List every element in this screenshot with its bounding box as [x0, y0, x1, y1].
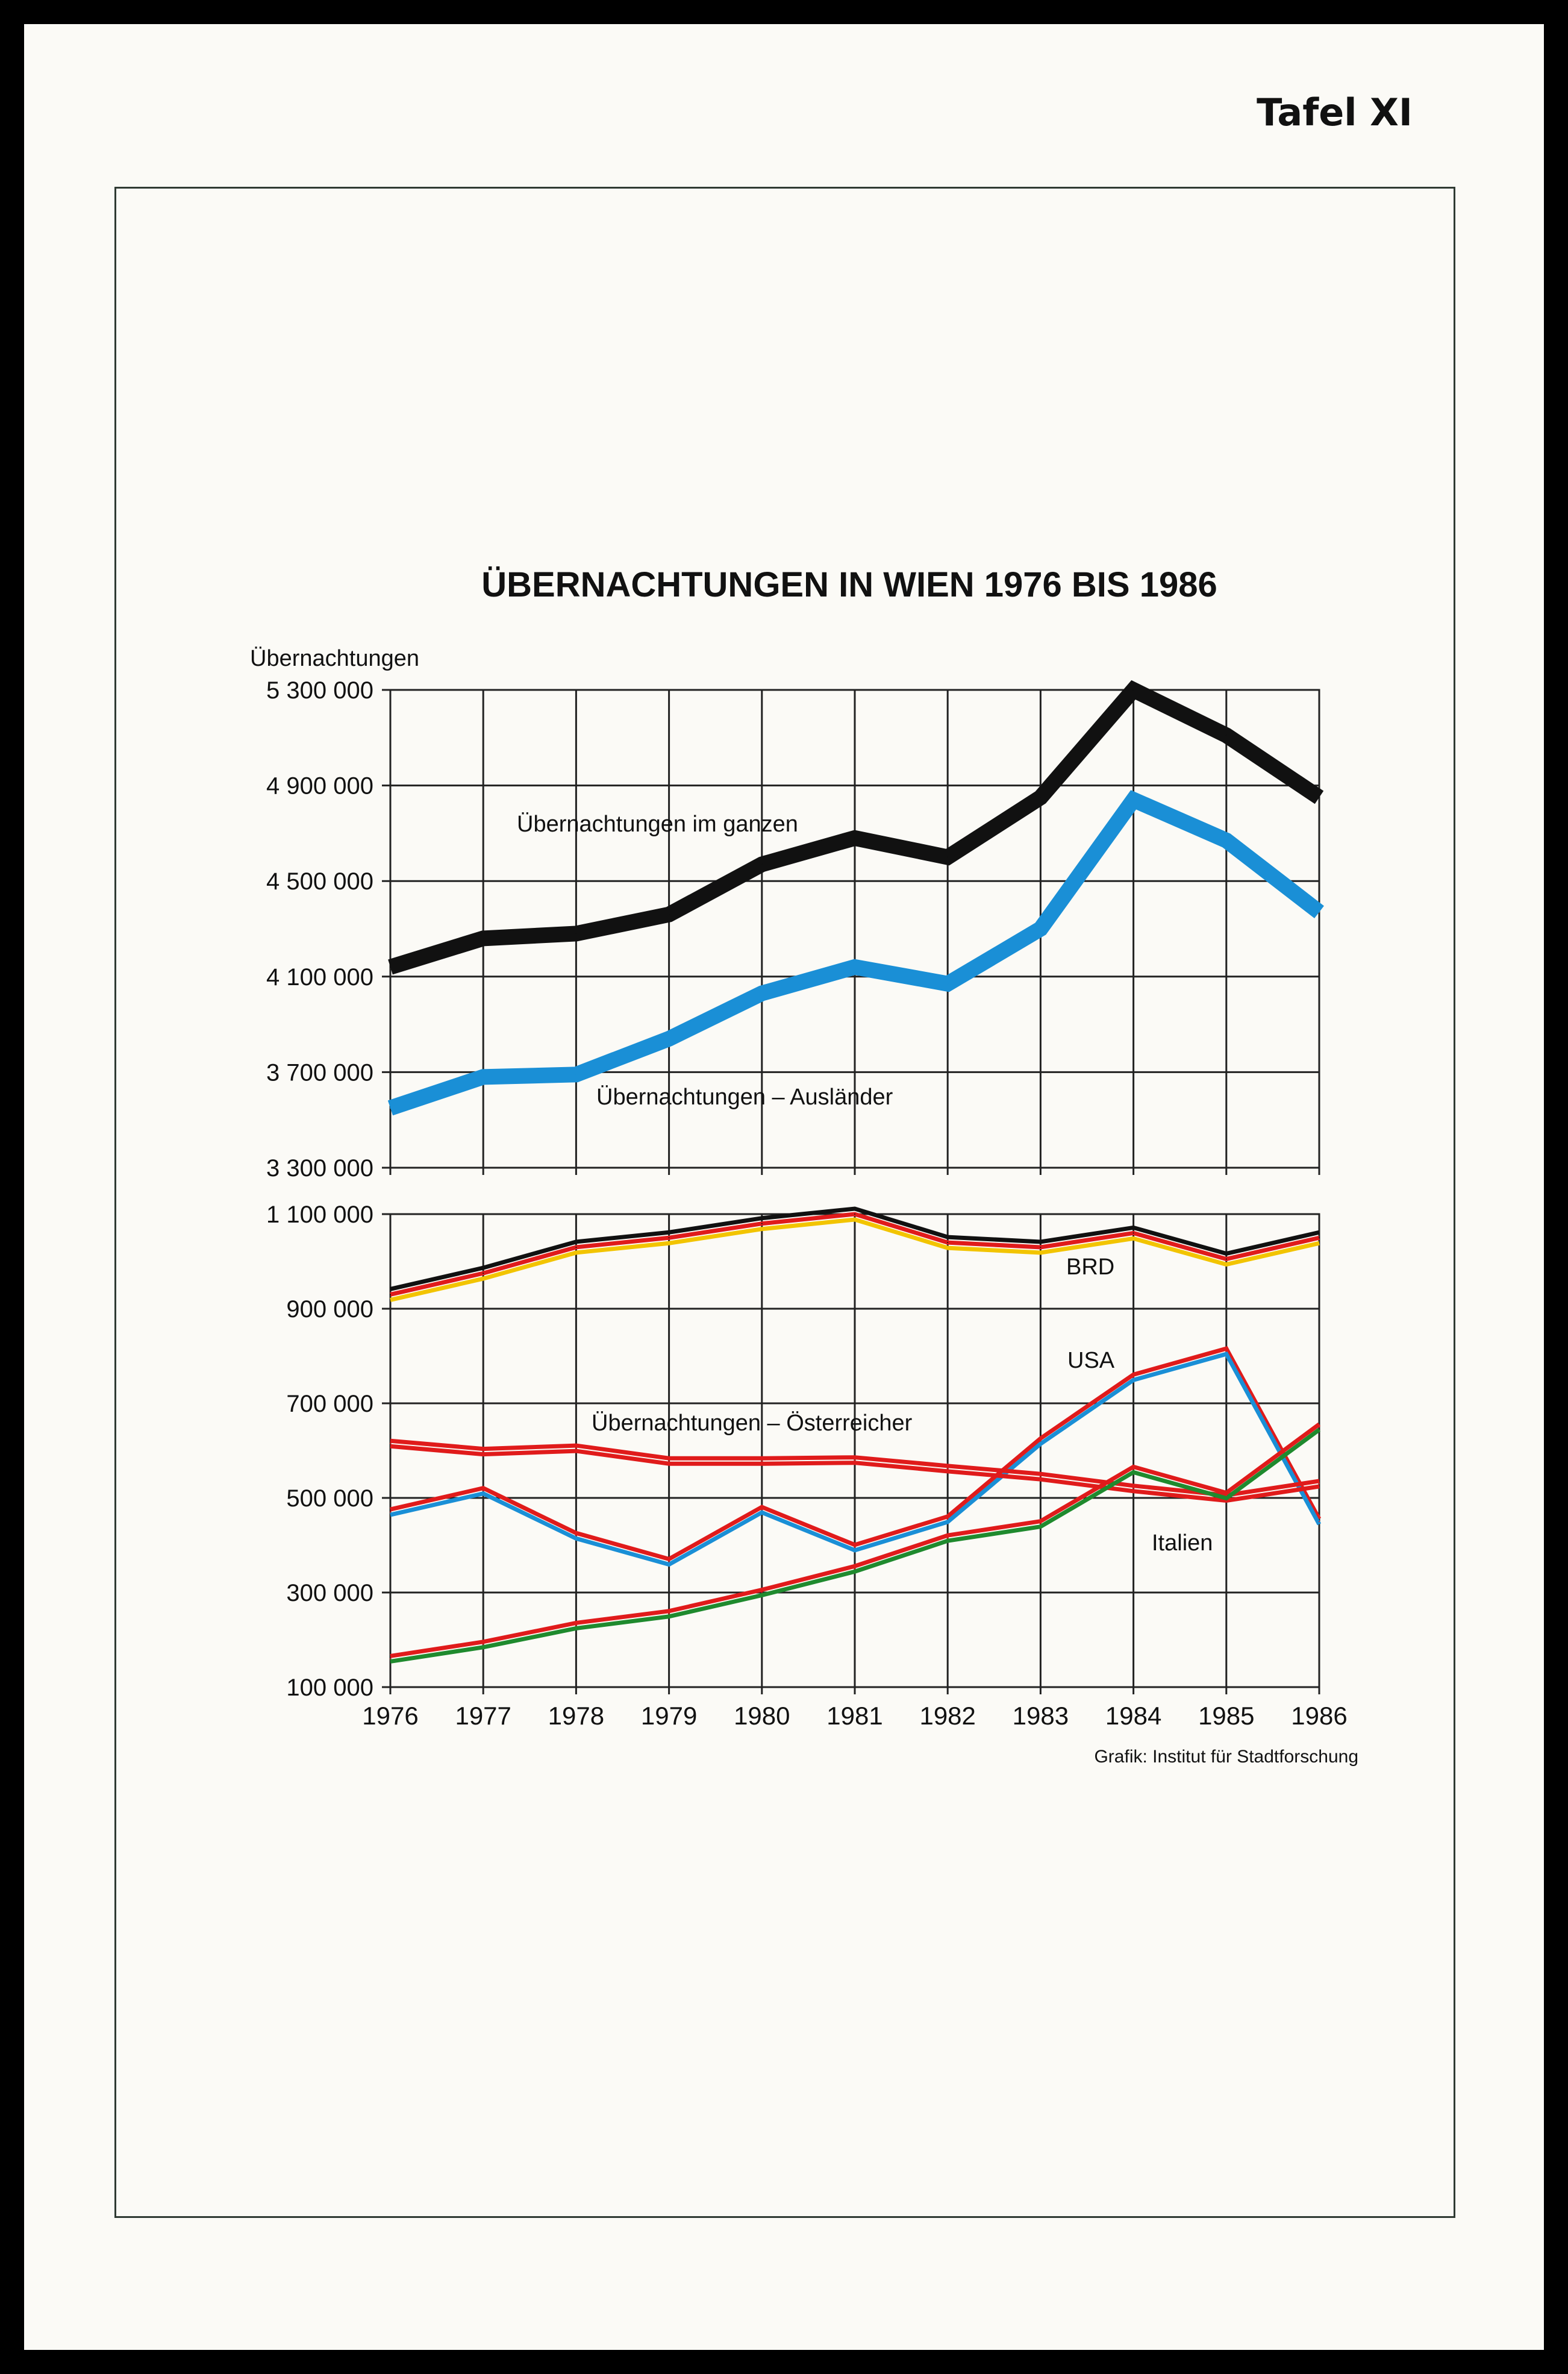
series-label-total: Übernachtungen im ganzen [517, 812, 798, 837]
data-point [1133, 799, 1134, 800]
data-point [761, 1509, 763, 1511]
series-label-brd: BRD [1066, 1254, 1115, 1280]
y-tick-label: 100 000 [286, 1674, 373, 1701]
data-point [1226, 1495, 1227, 1496]
data-point [669, 914, 670, 915]
y-tick-label: 5 300 000 [266, 677, 373, 704]
data-point [575, 1247, 576, 1248]
data-point [390, 1107, 391, 1109]
data-point [947, 1538, 948, 1539]
bottom-panel [266, 1201, 1348, 1730]
x-tick-label: 1983 [1012, 1702, 1069, 1730]
series-label-oesterreicher: Übernachtungen – Österreicher [592, 1411, 913, 1436]
data-point [1226, 1351, 1227, 1352]
y-tick-label: 700 000 [286, 1391, 373, 1417]
data-point [483, 1644, 484, 1645]
y-tick-label: 900 000 [286, 1296, 373, 1323]
y-axis-label: Übernachtungen [250, 646, 419, 671]
y-tick-label: 3 700 000 [266, 1059, 373, 1086]
y-tick-label: 3 300 000 [266, 1155, 373, 1182]
data-point [947, 1468, 948, 1469]
data-point [761, 1592, 763, 1593]
data-point [761, 1223, 763, 1224]
data-point [947, 1242, 948, 1243]
top-panel [266, 677, 1320, 1182]
x-tick-label: 1984 [1105, 1702, 1162, 1730]
series-label-italien: Italien [1152, 1530, 1213, 1556]
data-point [1319, 1483, 1320, 1484]
data-point [1133, 1377, 1134, 1378]
x-tick-label: 1977 [455, 1702, 511, 1730]
data-point [390, 1512, 391, 1513]
source-note: Grafik: Institut für Stadtforschung [1094, 1747, 1358, 1767]
data-point [854, 1214, 855, 1215]
data-point [1040, 1441, 1041, 1442]
data-point [390, 966, 391, 968]
data-point [1133, 1469, 1134, 1470]
data-point [1133, 689, 1134, 691]
data-point [854, 966, 855, 968]
data-point [1226, 840, 1227, 841]
data-point [483, 1451, 484, 1452]
data-point [669, 1237, 670, 1238]
data-point [1319, 1426, 1320, 1427]
data-point [1040, 1247, 1041, 1248]
series-label-usa: USA [1067, 1348, 1115, 1373]
y-tick-label: 4 900 000 [266, 772, 373, 800]
data-point [1040, 1476, 1041, 1477]
y-tick-label: 4 500 000 [266, 868, 373, 895]
x-tick-label: 1976 [362, 1702, 419, 1730]
data-point [854, 1459, 855, 1461]
x-tick-label: 1986 [1291, 1702, 1348, 1730]
data-point [390, 1294, 391, 1295]
x-tick-label: 1979 [640, 1702, 698, 1730]
y-tick-label: 300 000 [286, 1580, 373, 1606]
data-point [483, 1273, 484, 1274]
x-tick-label: 1982 [919, 1702, 976, 1730]
data-point [483, 1076, 484, 1077]
data-point [854, 1568, 855, 1570]
data-point [390, 1658, 391, 1659]
x-tick-label: 1978 [548, 1702, 605, 1730]
data-point [575, 1535, 576, 1536]
data-point [575, 1448, 576, 1449]
data-point [1133, 1488, 1134, 1489]
data-point [669, 1038, 670, 1039]
chart-title: ÜBERNACHTUNGEN IN WIEN 1976 BIS 1986 [481, 565, 1217, 604]
data-point [761, 863, 763, 865]
data-point [483, 1490, 484, 1491]
data-point [1040, 797, 1041, 798]
data-point [483, 938, 484, 939]
data-point [761, 993, 763, 994]
y-tick-label: 1 100 000 [266, 1201, 373, 1228]
x-tick-label: 1980 [734, 1702, 790, 1730]
data-point [947, 983, 948, 985]
data-point [1133, 1232, 1134, 1233]
data-point [1319, 1521, 1320, 1522]
data-point [854, 838, 855, 839]
x-tick-label: 1985 [1198, 1702, 1255, 1730]
data-point [575, 933, 576, 934]
data-point [1040, 1523, 1041, 1524]
data-point [947, 857, 948, 858]
data-point [669, 1613, 670, 1614]
data-point [669, 1461, 670, 1462]
data-point [854, 1547, 855, 1548]
data-point [1226, 734, 1227, 736]
x-tick-label: 1981 [826, 1702, 883, 1730]
data-point [390, 1443, 391, 1444]
data-point [1319, 797, 1320, 798]
data-point [1226, 1259, 1227, 1260]
data-point [575, 1074, 576, 1075]
data-point [575, 1625, 576, 1626]
data-point [1319, 912, 1320, 913]
data-point [1040, 929, 1041, 930]
data-point [669, 1561, 670, 1562]
y-tick-label: 4 100 000 [266, 963, 373, 991]
series-label-auslaender: Übernachtungen – Ausländer [596, 1085, 893, 1110]
plate-label: Tafel XI [1257, 90, 1413, 134]
data-point [761, 1461, 763, 1462]
data-point [947, 1518, 948, 1520]
data-point [1319, 1237, 1320, 1238]
y-tick-label: 500 000 [286, 1485, 373, 1512]
